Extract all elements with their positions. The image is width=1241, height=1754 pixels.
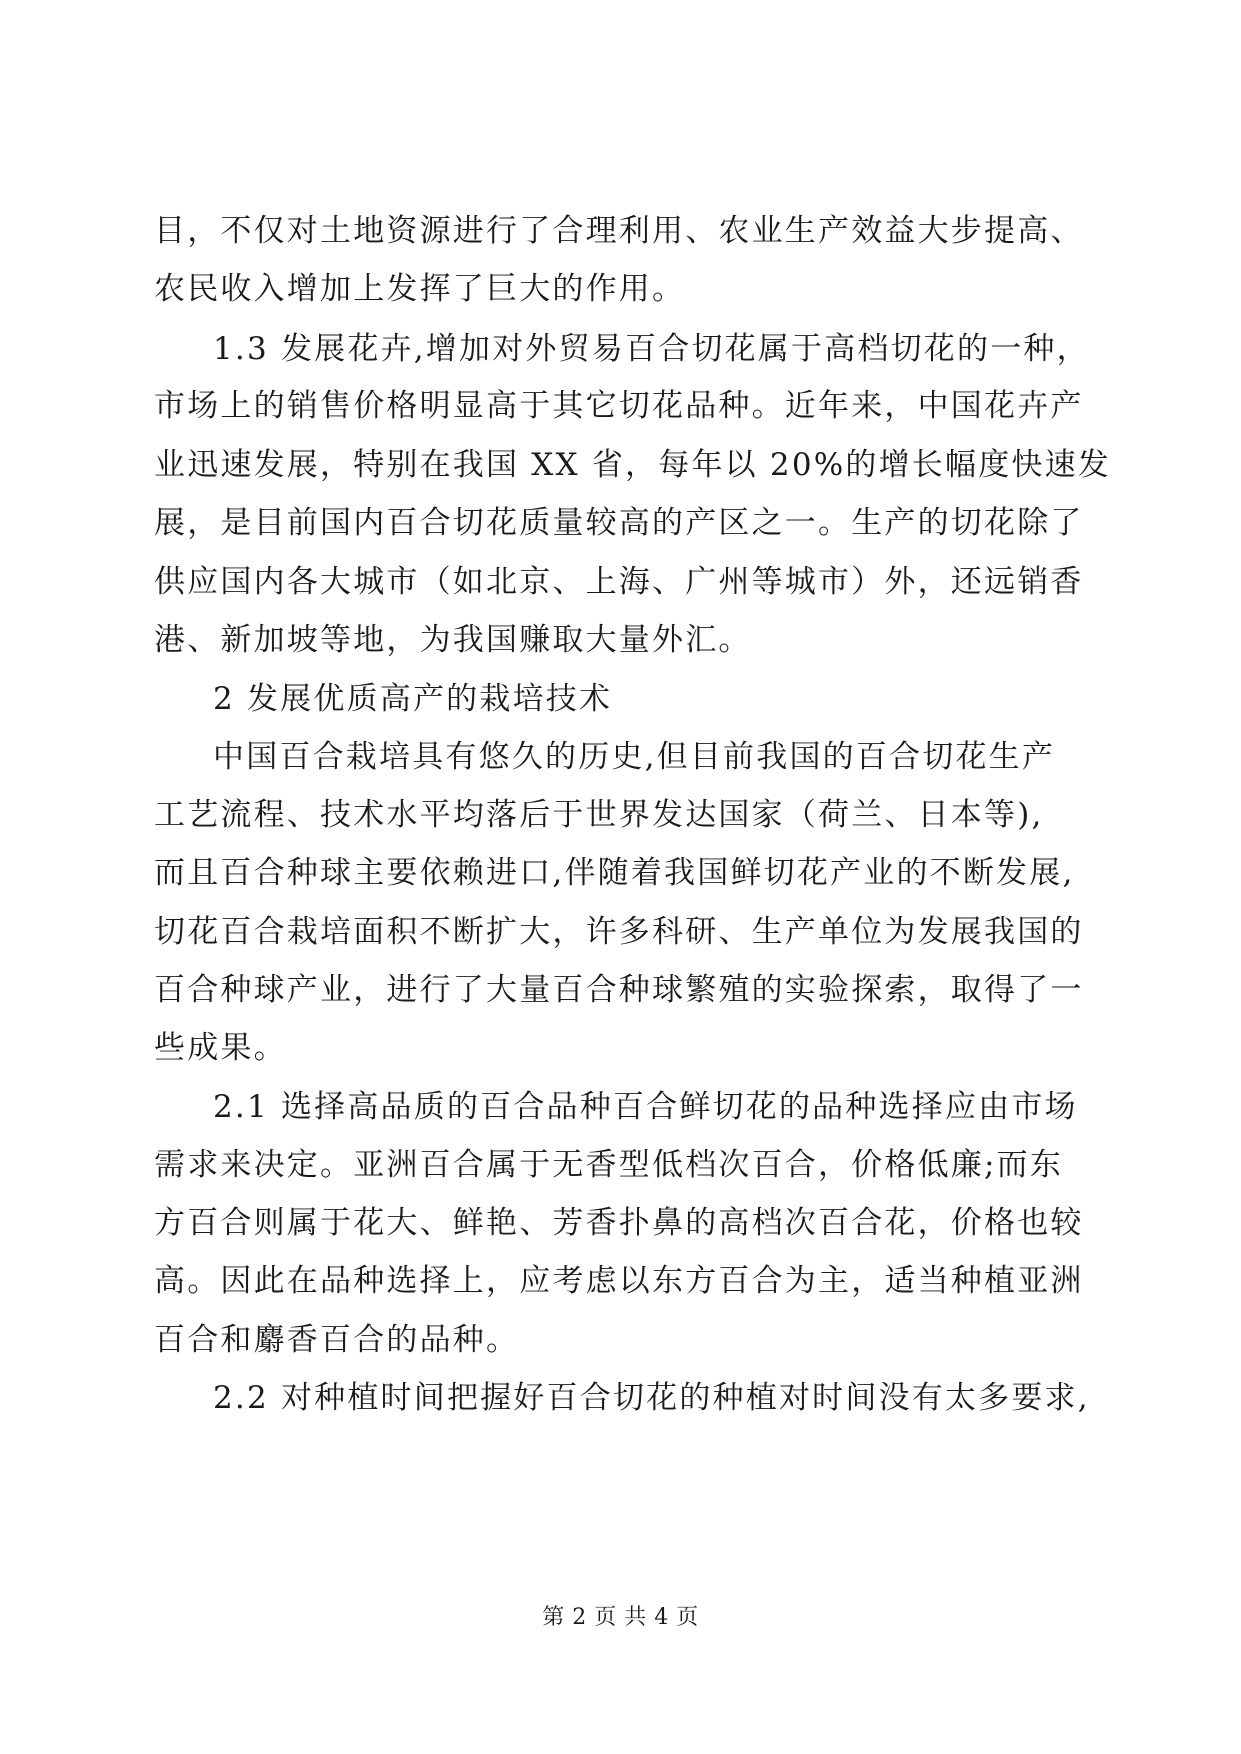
body-line-15: 些成果。 [154, 1030, 287, 1066]
body-line-1: 目，不仅对土地资源进行了合理利用、农业生产效益大步提高、 [154, 213, 1084, 249]
body-line-7: 供应国内各大城市（如北京、上海、广州等城市）外，还远销香 [154, 564, 1084, 600]
body-line-16: 2.1 选择高品质的百合品种百合鲜切花的品种选择应由市场 [213, 1089, 1078, 1125]
body-line-19: 高。因此在品种选择上，应考虑以东方百合为主，适当种植亚洲 [154, 1263, 1084, 1299]
body-line-8: 港、新加坡等地，为我国赚取大量外汇。 [154, 622, 752, 658]
page-number-footer: 第 2 页 共 4 页 [542, 1605, 699, 1630]
body-line-10: 中国百合栽培具有悠久的历史,但目前我国的百合切花生产 [213, 739, 1056, 775]
body-line-21: 2.2 对种植时间把握好百合切花的种植对时间没有太多要求, [213, 1380, 1090, 1416]
body-line-5: 业迅速发展，特别在我国 XX 省，每年以 20%的增长幅度快速发 [154, 447, 1112, 483]
body-line-20: 百合和麝香百合的品种。 [154, 1322, 520, 1358]
body-line-11: 工艺流程、技术水平均落后于世界发达国家（荷兰、日本等), [154, 797, 1044, 833]
body-line-4: 市场上的销售价格明显高于其它切花品种。近年来，中国花卉产 [154, 388, 1084, 424]
body-line-3: 1.3 发展花卉,增加对外贸易百合切花属于高档切花的一种， [213, 331, 1090, 367]
body-line-13: 切花百合栽培面积不断扩大，许多科研、生产单位为发展我国的 [154, 914, 1084, 950]
body-line-14: 百合种球产业，进行了大量百合种球繁殖的实验探索，取得了一 [154, 972, 1084, 1008]
body-line-18: 方百合则属于花大、鲜艳、芳香扑鼻的高档次百合花，价格也较 [154, 1205, 1084, 1241]
section-heading-2: 2 发展优质高产的栽培技术 [213, 681, 613, 717]
body-line-2: 农民收入增加上发挥了巨大的作用。 [154, 271, 686, 307]
body-line-17: 需求来决定。亚洲百合属于无香型低档次百合，价格低廉;而东 [154, 1147, 1064, 1183]
body-line-12: 而且百合种球主要依赖进口,伴随着我国鲜切花产业的不断发展, [154, 855, 1075, 891]
body-line-6: 展，是目前国内百合切花质量较高的产区之一。生产的切花除了 [154, 505, 1084, 541]
